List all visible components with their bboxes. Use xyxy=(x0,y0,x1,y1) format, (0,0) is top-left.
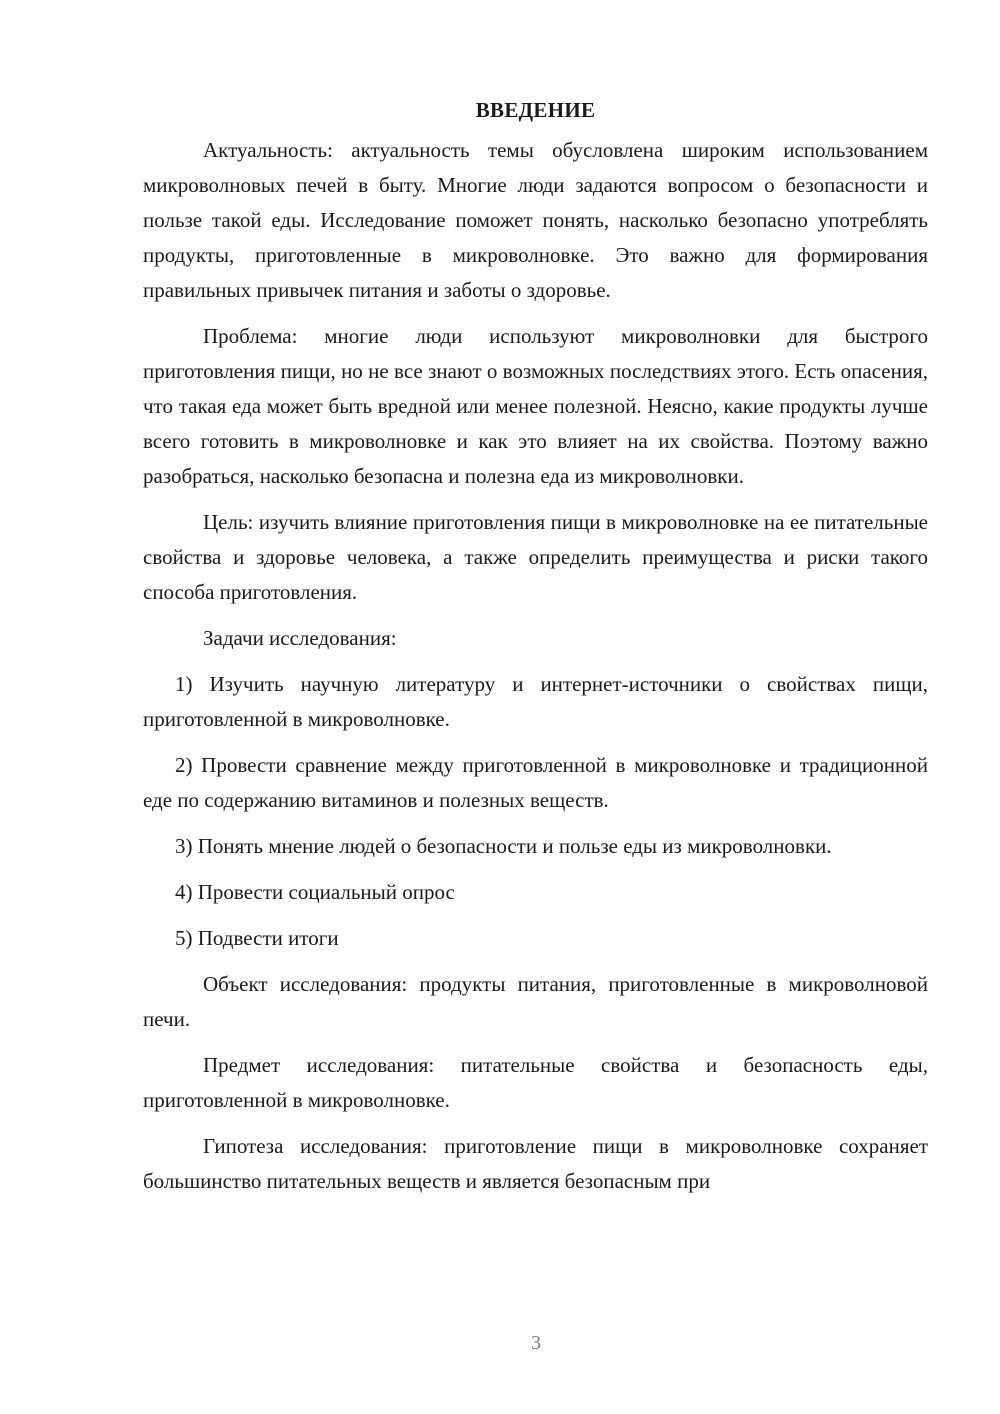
relevance-paragraph: Актуальность: актуальность темы обусловлена широким использованием микроволновых печей в быту. Многие люди задаются вопросом о безопасности и пользе такой еды. Исследование поможет понять, насколько безопасно употреблять продукты, приготовленные в микроволновке. Это важно для формирования правильных привычек питания и заботы о здоровье. xyxy=(143,138,928,302)
task-item-3: 3) Понять мнение людей о безопасности и пользе еды из микроволновки. xyxy=(175,834,832,858)
task-item-2: 2) Провести сравнение между приготовленной в микроволновке и традиционной еде по содержанию витаминов и полезных веществ. xyxy=(143,753,928,812)
subject-paragraph: Предмет исследования: питательные свойства и безопасность еды, приготовленной в микроволновке. xyxy=(143,1053,928,1112)
page-number: 3 xyxy=(531,1332,541,1354)
problem-paragraph: Проблема: многие люди используют микроволновки для быстрого приготовления пищи, но не все знают о возможных последствиях этого. Есть опасения, что такая еда может быть вредной или менее полезной. Неясно, какие продукты лучше всего готовить в микроволновке и как это влияет на их свойства. Поэтому важно разобраться, насколько безопасна и полезна еда из микроволновки. xyxy=(143,324,928,488)
task-item-4: 4) Провести социальный опрос xyxy=(175,880,455,904)
document-page xyxy=(143,95,928,1199)
task-item-1: 1) Изучить научную литературу и интернет-источники о свойствах пищи, приготовленной в микроволновке. xyxy=(143,672,928,731)
goal-paragraph: Цель: изучить влияние приготовления пищи в микроволновке на ее питательные свойства и здоровье человека, а также определить преимущества и риски такого способа приготовления. xyxy=(143,510,928,604)
object-paragraph: Объект исследования: продукты питания, приготовленные в микроволновой печи. xyxy=(143,972,928,1031)
tasks-heading: Задачи исследования: xyxy=(203,626,397,650)
hypothesis-paragraph: Гипотеза исследования: приготовление пищи в микроволновке сохраняет большинство питательных веществ и является безопасным при xyxy=(143,1134,928,1193)
page-title: ВВЕДЕНИЕ xyxy=(475,98,596,122)
task-item-5: 5) Подвести итоги xyxy=(175,926,339,950)
